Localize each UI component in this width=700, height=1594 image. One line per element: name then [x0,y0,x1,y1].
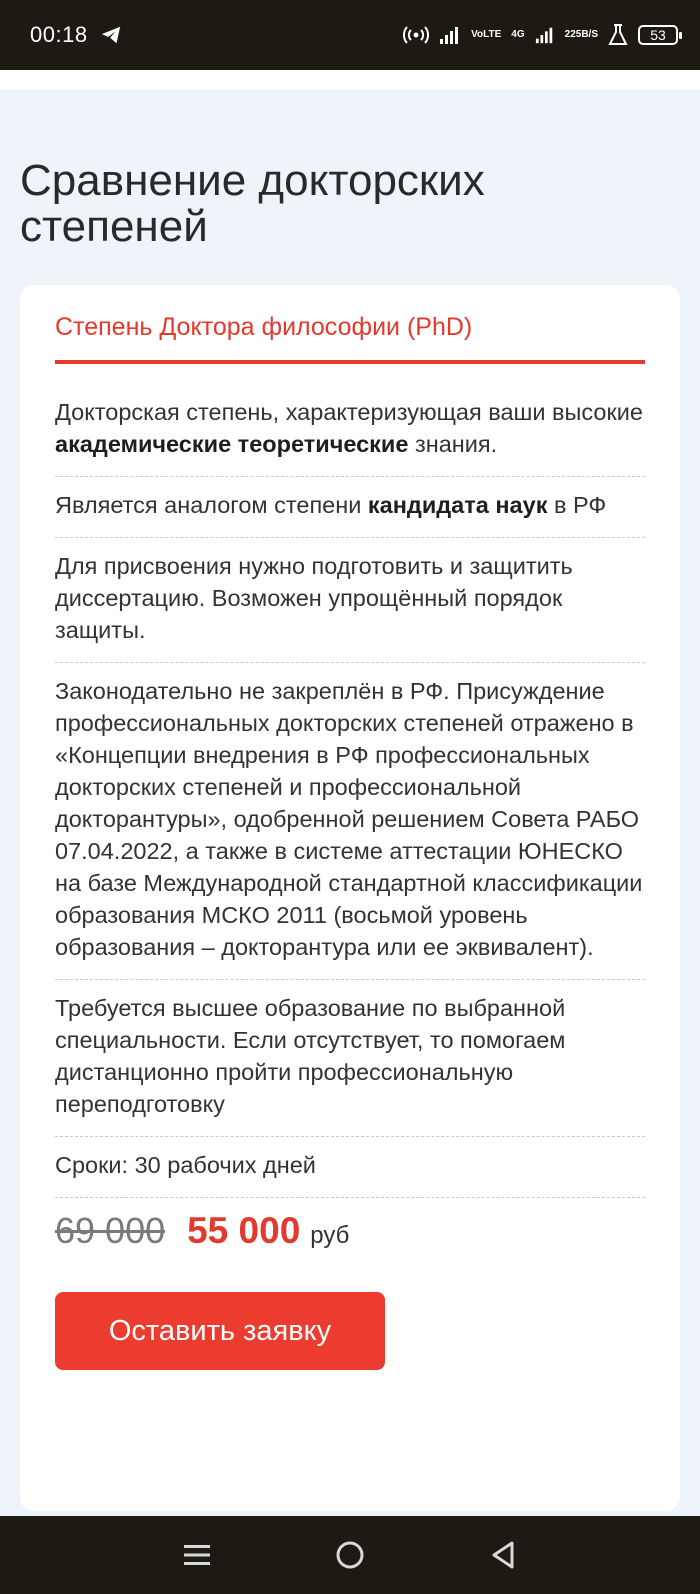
old-price: 69 000 [55,1210,166,1251]
signal-icon-2 [535,25,555,45]
hotspot-icon [403,25,429,45]
network-type: 4G [511,29,525,40]
new-price: 55 000 [187,1210,301,1251]
net-speed: 225 B/S [564,29,598,40]
flask-icon [608,24,628,46]
page-title: Сравнение докторских степеней [20,156,485,251]
feature-list [55,384,645,1198]
back-icon[interactable] [473,1525,533,1585]
volte-indicator: Vo LTE [471,29,502,40]
card-title: Степень Доктора философии (PhD) [55,313,645,364]
telegram-icon [100,24,122,46]
battery-icon: 53 [638,25,678,45]
phd-card [20,285,680,1511]
signal-icon [439,25,461,45]
status-time: 00:18 [30,22,88,47]
deadline-item: Сроки: 30 рабочих дней [55,1137,645,1198]
feature-item: Требуется высшее образование по выбранной специальности. Если отсутствует, то помогаем дистанционно пройти профессиональную переподготовку [55,980,645,1137]
menu-icon[interactable] [167,1525,227,1585]
home-icon[interactable] [320,1525,380,1585]
submit-request-button[interactable]: Оставить заявку [55,1292,385,1370]
status-icons [403,24,678,46]
price-row [55,1210,645,1252]
system-nav-bar [0,1516,700,1594]
feature-item: Докторская степень, характеризующая ваши высокие академические теоретические знания. [55,384,645,477]
status-bar [0,0,700,70]
feature-item: Законодательно не закреплён в РФ. Присуждение профессиональных докторских степеней отражено в «Концепции внедрения в РФ профессиональных докторских степеней и профессиональной докторантуры», одобренной решением Совета РАБО 07.04.2022, а также в системе аттестации ЮНЕСКО на базе Международной стандартной классификации образования МСКО 2011 (восьмой уровень образования – докторантура или ее эквивалент). [55,663,645,980]
feature-item: Является аналогом степени кандидата наук в РФ [55,477,645,538]
currency-label: руб [310,1222,350,1249]
header-strip [0,70,700,90]
feature-item: Для присвоения нужно подготовить и защитить диссертацию. Возможен упрощённый порядок защиты. [55,538,645,663]
page-content [0,90,700,1516]
